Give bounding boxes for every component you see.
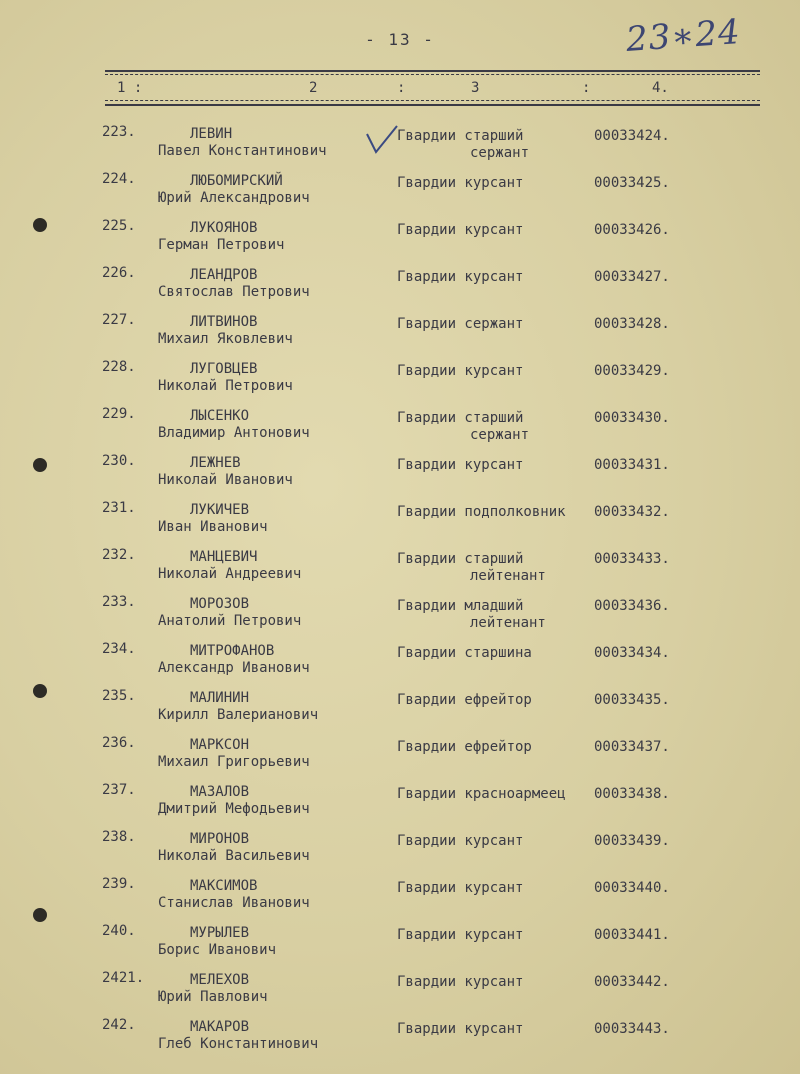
given-name: Михаил Григорьевич: [158, 754, 310, 770]
given-name: Александр Иванович: [158, 660, 310, 676]
document-number: 00033442.: [594, 974, 670, 990]
document-number: 00033438.: [594, 786, 670, 802]
surname: МОРОЗОВ: [190, 596, 250, 612]
entry-number: 228.: [102, 359, 136, 375]
rank: Гвардии курсант: [397, 175, 524, 191]
surname: ЛИТВИНОВ: [190, 314, 258, 330]
document-number: 00033435.: [594, 692, 670, 708]
header-rule-top: [105, 70, 760, 72]
rank: Гвардии сержант: [397, 316, 524, 332]
rank-continued: лейтенант: [470, 568, 546, 584]
given-name: Святослав Петрович: [158, 284, 310, 300]
given-name: Борис Иванович: [158, 942, 277, 958]
rank: Гвардии младший: [397, 598, 524, 614]
surname: МУРЫЛЕВ: [190, 925, 250, 941]
surname: ЛЕВИН: [190, 126, 233, 142]
rank-continued: сержант: [470, 427, 530, 443]
document-number: 00033437.: [594, 739, 670, 755]
rank: Гвардии курсант: [397, 927, 524, 943]
document-number: 00033443.: [594, 1021, 670, 1037]
binder-hole: [33, 908, 47, 922]
page-number: - 13 -: [365, 30, 435, 49]
list-item: [0, 829, 800, 876]
column-header-4: 4.: [652, 80, 669, 96]
list-item: [0, 359, 800, 406]
binder-hole: [33, 684, 47, 698]
entry-number: 240.: [102, 923, 136, 939]
given-name: Станислав Иванович: [158, 895, 310, 911]
document-number: 00033431.: [594, 457, 670, 473]
document-number: 00033425.: [594, 175, 670, 191]
entry-number: 230.: [102, 453, 136, 469]
list-item: [0, 265, 800, 312]
rank: Гвардии старший: [397, 410, 524, 426]
column-header-3: 3: [471, 80, 480, 96]
given-name: Герман Петрович: [158, 237, 285, 253]
given-name: Кирилл Валерианович: [158, 707, 319, 723]
list-item: [0, 641, 800, 688]
binder-hole: [33, 218, 47, 232]
header-rule-bottom: [105, 104, 760, 106]
document-number: 00033432.: [594, 504, 670, 520]
binder-hole: [33, 458, 47, 472]
entry-number: 226.: [102, 265, 136, 281]
rank: Гвардии курсант: [397, 833, 524, 849]
given-name: Николай Андреевич: [158, 566, 302, 582]
entry-number: 223.: [102, 124, 136, 140]
entry-number: 229.: [102, 406, 136, 422]
document-number: 00033429.: [594, 363, 670, 379]
entry-number: 227.: [102, 312, 136, 328]
document-number: 00033434.: [594, 645, 670, 661]
rank: Гвардии старший: [397, 128, 524, 144]
document-number: 00033436.: [594, 598, 670, 614]
surname: ЛЫСЕНКО: [190, 408, 250, 424]
entry-number: 232.: [102, 547, 136, 563]
list-item: [0, 1017, 800, 1064]
surname: МАКСИМОВ: [190, 878, 258, 894]
list-item: [0, 923, 800, 970]
header-rule-top-dashed: [105, 74, 760, 75]
surname: ЛЕАНДРОВ: [190, 267, 258, 283]
column-header-1: 1 :: [117, 80, 143, 96]
rank: Гвардии курсант: [397, 363, 524, 379]
given-name: Павел Константинович: [158, 143, 327, 159]
given-name: Николай Васильевич: [158, 848, 310, 864]
document-number: 00033439.: [594, 833, 670, 849]
given-name: Дмитрий Мефодьевич: [158, 801, 310, 817]
list-item: [0, 782, 800, 829]
rank-continued: сержант: [470, 145, 530, 161]
rank: Гвардии ефрейтор: [397, 692, 532, 708]
surname: МАЗАЛОВ: [190, 784, 250, 800]
header-rule-bottom-dashed: [105, 100, 760, 101]
surname: ЛЮБОМИРСКИЙ: [190, 173, 283, 189]
entry-number: 238.: [102, 829, 136, 845]
list-item: [0, 876, 800, 923]
entry-number: 234.: [102, 641, 136, 657]
given-name: Юрий Павлович: [158, 989, 268, 1005]
surname: МИРОНОВ: [190, 831, 250, 847]
entry-number: 224.: [102, 171, 136, 187]
column-header-2: 2: [309, 80, 318, 96]
column-separator: :: [397, 80, 406, 96]
rank: Гвардии курсант: [397, 880, 524, 896]
document-number: 00033440.: [594, 880, 670, 896]
rank: Гвардии старшина: [397, 645, 532, 661]
list-item: [0, 735, 800, 782]
rank: Гвардии подполковник: [397, 504, 566, 520]
list-item: [0, 171, 800, 218]
given-name: Юрий Александрович: [158, 190, 310, 206]
document-number: 00033427.: [594, 269, 670, 285]
rank: Гвардии красноармеец: [397, 786, 566, 802]
rank: Гвардии курсант: [397, 457, 524, 473]
list-item: [0, 500, 800, 547]
surname: МИТРОФАНОВ: [190, 643, 275, 659]
list-item: [0, 547, 800, 594]
surname: МЕЛЕХОВ: [190, 972, 250, 988]
list-item: [0, 594, 800, 641]
rank: Гвардии старший: [397, 551, 524, 567]
list-item: [0, 970, 800, 1017]
given-name: Николай Петрович: [158, 378, 293, 394]
surname: МАЛИНИН: [190, 690, 250, 706]
document-number: 00033441.: [594, 927, 670, 943]
given-name: Иван Иванович: [158, 519, 268, 535]
list-item: [0, 218, 800, 265]
document-number: 00033433.: [594, 551, 670, 567]
entry-number: 225.: [102, 218, 136, 234]
entry-number: 242.: [102, 1017, 136, 1033]
rank-continued: лейтенант: [470, 615, 546, 631]
handwritten-archive-mark: 23∗24: [624, 12, 742, 60]
rank: Гвардии курсант: [397, 974, 524, 990]
document-number: 00033428.: [594, 316, 670, 332]
surname: ЛУКОЯНОВ: [190, 220, 258, 236]
entry-number: 2421.: [102, 970, 145, 986]
document-number: 00033430.: [594, 410, 670, 426]
surname: МАРКСОН: [190, 737, 250, 753]
entry-number: 233.: [102, 594, 136, 610]
given-name: Николай Иванович: [158, 472, 293, 488]
rank: Гвардии ефрейтор: [397, 739, 532, 755]
rank: Гвардии курсант: [397, 269, 524, 285]
entry-number: 231.: [102, 500, 136, 516]
document-number: 00033426.: [594, 222, 670, 238]
given-name: Владимир Антонович: [158, 425, 310, 441]
surname: ЛЕЖНЕВ: [190, 455, 241, 471]
given-name: Анатолий Петрович: [158, 613, 302, 629]
given-name: Глеб Константинович: [158, 1036, 319, 1052]
given-name: Михаил Яковлевич: [158, 331, 293, 347]
list-item: [0, 406, 800, 453]
surname: ЛУГОВЦЕВ: [190, 361, 258, 377]
surname: МАКАРОВ: [190, 1019, 250, 1035]
list-item: [0, 688, 800, 735]
column-separator: :: [582, 80, 591, 96]
surname: МАНЦЕВИЧ: [190, 549, 258, 565]
surname: ЛУКИЧЕВ: [190, 502, 250, 518]
rank: Гвардии курсант: [397, 1021, 524, 1037]
entry-number: 239.: [102, 876, 136, 892]
entry-number: 237.: [102, 782, 136, 798]
entry-number: 235.: [102, 688, 136, 704]
list-item: [0, 312, 800, 359]
document-number: 00033424.: [594, 128, 670, 144]
entry-number: 236.: [102, 735, 136, 751]
list-item: [0, 124, 800, 171]
rank: Гвардии курсант: [397, 222, 524, 238]
list-item: [0, 453, 800, 500]
